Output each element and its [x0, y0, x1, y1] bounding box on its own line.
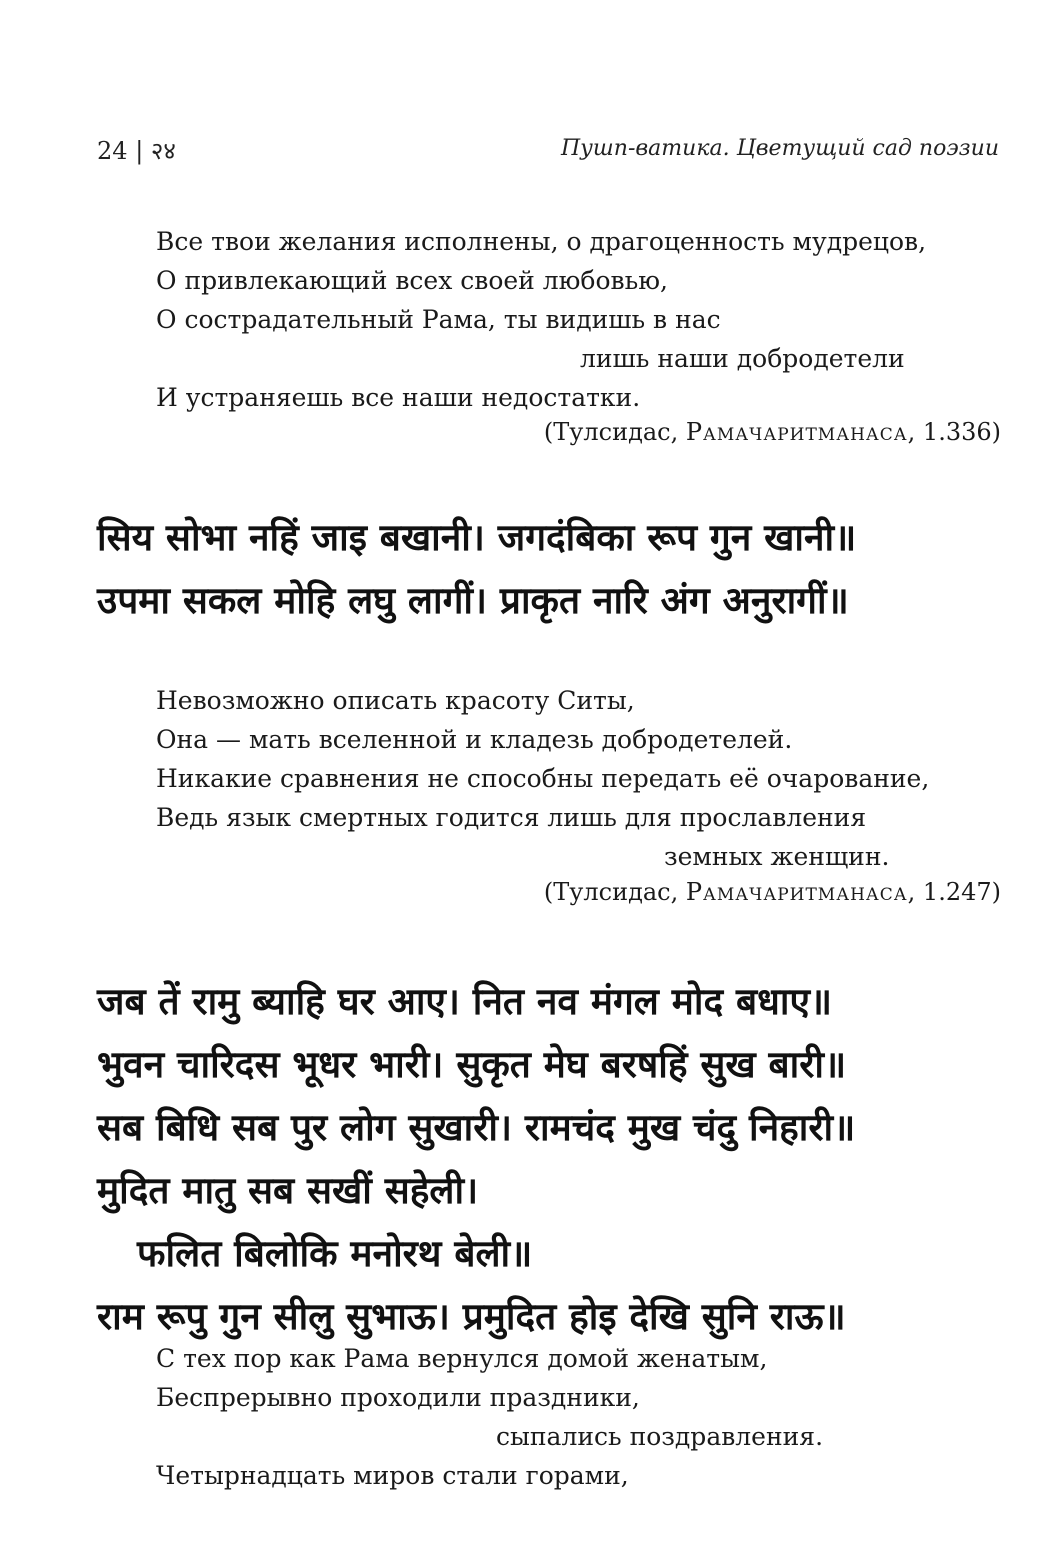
translation-line: лишь наши добродетели [580, 344, 905, 373]
translation-line: Все твои желания исполнены, о драгоценность мудрецов, [156, 227, 927, 256]
hindi-line: सब बिधि सब पुर लोग सुखारी। रामचंद मुख चंदु निहारी॥ [97, 1106, 856, 1149]
translation-line: Четырнадцать миров стали горами, [156, 1461, 629, 1490]
hindi-line: उपमा सकल मोहि लघु लागीं। प्राकृत नारि अंग अनुरागीं॥ [97, 579, 849, 622]
running-title: Пушп-ватика. Цветущий сад поэзии [560, 136, 999, 161]
translation-line: земных женщин. [664, 842, 890, 871]
page-number-separator: | [135, 137, 144, 165]
citation-author: (Тулсидас, [543, 878, 686, 906]
citation-author: (Тулсидас, [543, 418, 686, 446]
page-number: 24 [97, 137, 128, 165]
citation-verse: , 1.247) [907, 878, 1001, 906]
hindi-line: फलित बिलोकि मनोरथ बेली॥ [137, 1232, 533, 1275]
translation-line: Никакие сравнения не способны передать её очарование, [156, 764, 930, 793]
translation-line: сыпались поздравления. [496, 1422, 824, 1451]
translation-line: О привлекающий всех своей любовью, [156, 266, 668, 295]
citation-verse: , 1.336) [907, 418, 1001, 446]
translation-block-1 [156, 222, 926, 417]
translation-line: Беспрерывно проходили праздники, [156, 1383, 640, 1412]
citation-work: Рамачаритманаса [685, 418, 908, 446]
translation-line: Ведь язык смертных годится лишь для прославления [156, 803, 867, 832]
citation-2 [544, 878, 1001, 906]
page-number-group [97, 134, 176, 167]
hindi-line: भुवन चारिदस भूधर भारी। सुकृत मेघ बरषहिं सुख बारी॥ [97, 1043, 847, 1086]
hindi-verse-2 [97, 970, 855, 1348]
translation-block-3 [156, 1339, 823, 1495]
translation-block-2 [156, 681, 929, 876]
translation-line: И устраняешь все наши недостатки. [156, 383, 641, 412]
hindi-line: राम रूपु गुन सीलु सुभाऊ। प्रमुदित होइ देखि सुनि राऊ॥ [97, 1295, 846, 1338]
citation-1 [544, 418, 1001, 446]
hindi-line: सिय सोभा नहिं जाइ बखानी। जगदंबिका रूप गुन खानी॥ [97, 516, 857, 559]
translation-line: О сострадательный Рама, ты видишь в нас [156, 305, 721, 334]
hindi-line: जब तें रामु ब्याहि घर आए। नित नव मंगल मोद बधाए॥ [97, 980, 833, 1023]
page-number-devanagari: २४ [150, 137, 176, 165]
hindi-line: मुदित मातु सब सखीं सहेली। [97, 1169, 479, 1212]
hindi-verse-1 [97, 506, 856, 632]
translation-line: Она — мать вселенной и кладезь добродетелей. [156, 725, 793, 754]
citation-work: Рамачаритманаса [685, 878, 908, 906]
translation-line: Невозможно описать красоту Ситы, [156, 686, 635, 715]
translation-line: С тех пор как Рама вернулся домой женатым, [156, 1344, 768, 1373]
